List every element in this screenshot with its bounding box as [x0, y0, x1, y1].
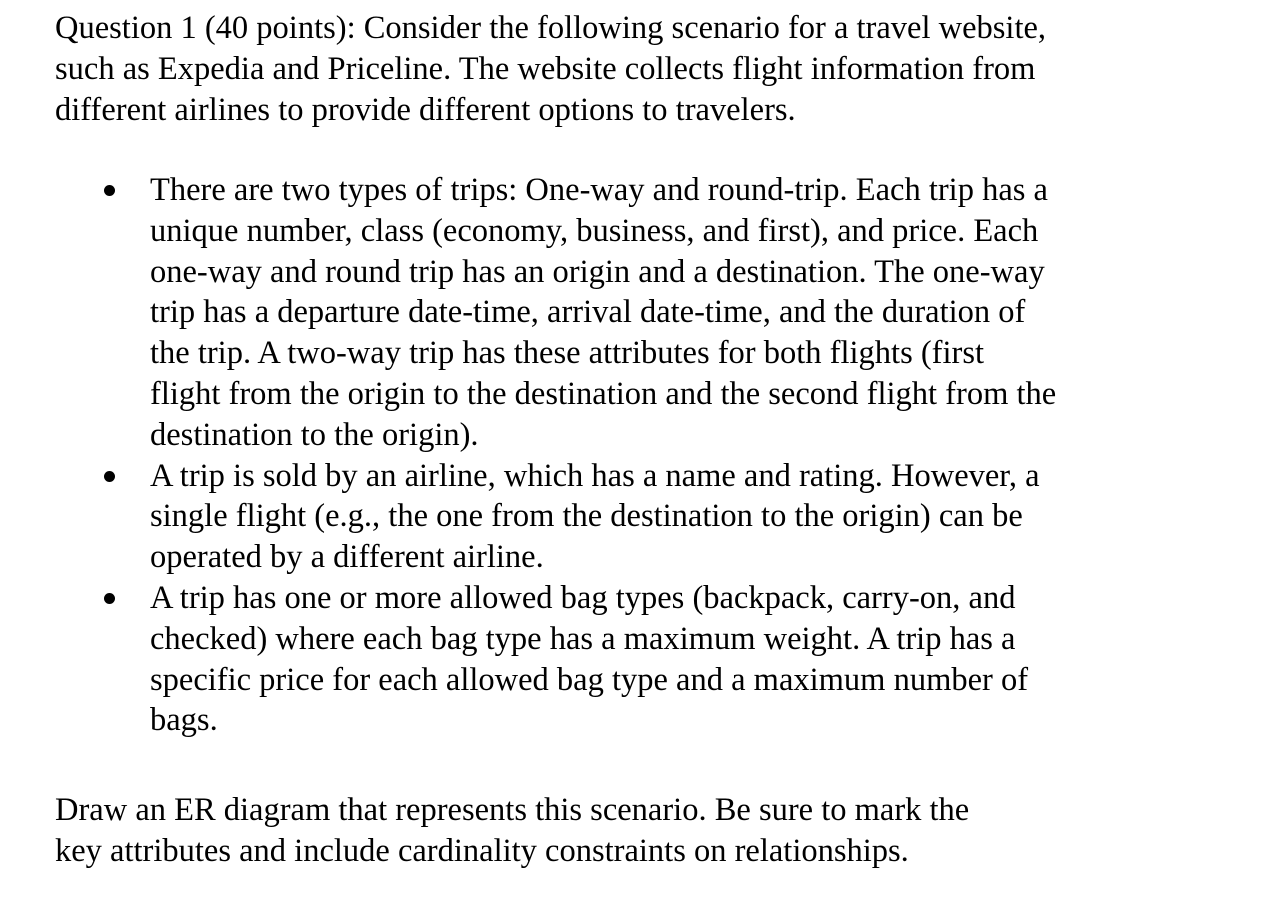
text-line: Question 1 (40 points): Consider the following scenario for a travel website,	[55, 10, 1047, 46]
text-line: different airlines to provide different options to travelers.	[55, 91, 796, 128]
list-item	[150, 170, 1056, 456]
text-line: There are two types of trips: One-way and round-trip. Each trip has a	[150, 172, 1048, 208]
text-line: one-way and round trip has an origin and a destination. The one-way	[150, 253, 1045, 290]
text-line: checked) where each bag type has a maximum weight. A trip has a	[150, 620, 1016, 657]
text-line: unique number, class (economy, business, and first), and price. Each	[150, 212, 1039, 249]
text-line: destination to the origin).	[150, 416, 479, 453]
list-item	[150, 578, 1056, 741]
bullet-icon	[104, 185, 115, 196]
bullet-icon	[104, 593, 115, 604]
text-line: specific price for each allowed bag type and a maximum number of	[150, 661, 1029, 698]
text-line: the trip. A two-way trip has these attributes for both flights (first	[150, 335, 985, 372]
text-line: A trip has one or more allowed bag types (backpack, carry-on, and	[150, 579, 1016, 616]
bullet-icon	[104, 471, 115, 482]
text-line: trip has a departure date-time, arrival date-time, and the duration of	[150, 294, 1026, 331]
requirements-list	[150, 170, 1056, 741]
list-item	[150, 456, 1056, 578]
text-line: flight from the origin to the destination and the second flight from the	[150, 375, 1057, 412]
text-line: A trip is sold by an airline, which has a name and rating. However, a	[150, 457, 1040, 494]
question-intro	[55, 8, 1046, 130]
text-line: operated by a different airline.	[150, 539, 544, 576]
text-line: such as Expedia and Priceline. The website collects flight information from	[55, 50, 1036, 87]
text-line: bags.	[150, 702, 218, 739]
question-instruction	[55, 790, 969, 872]
text-line: single flight (e.g., the one from the destination to the origin) can be	[150, 498, 1023, 535]
text-line: key attributes and include cardinality constraints on relationships.	[55, 832, 909, 869]
text-line: Draw an ER diagram that represents this scenario. Be sure to mark the	[55, 792, 970, 828]
